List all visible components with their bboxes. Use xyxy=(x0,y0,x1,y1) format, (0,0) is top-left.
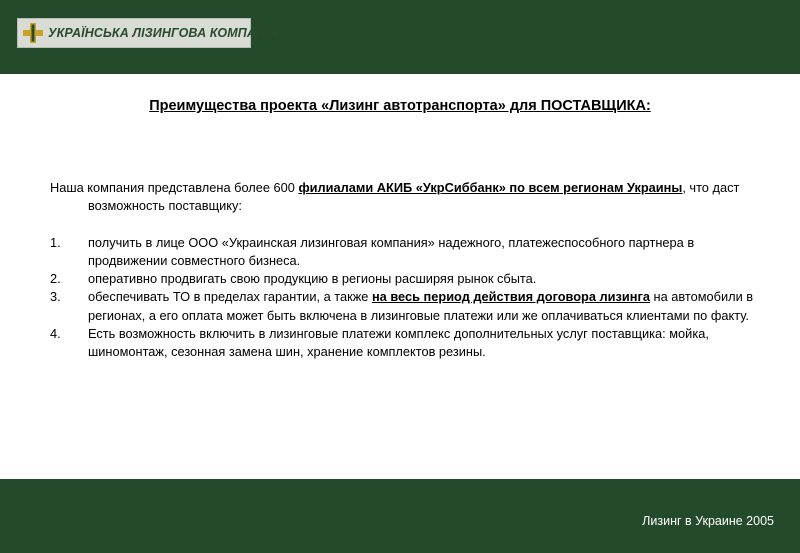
list-item xyxy=(50,270,760,288)
list-item xyxy=(50,234,760,271)
list-item-number: 2. xyxy=(50,271,61,287)
footer-bar xyxy=(0,479,800,553)
intro-paragraph xyxy=(50,179,760,216)
company-logo xyxy=(17,18,278,48)
list-item-text-before: обеспечивать ТО в пределах гарантии, а также xyxy=(88,289,372,305)
list-item-text: получить в лице ООО «Украинская лизинговая компания» надежного, платежеспособного партнера в продвижении совместного бизнеса. xyxy=(88,234,695,268)
list-item-number: 4. xyxy=(50,326,61,342)
cross-logo-icon xyxy=(22,22,44,44)
list-item xyxy=(50,288,760,325)
list-item-number: 1. xyxy=(50,234,61,250)
advantages-list xyxy=(50,234,760,362)
list-item xyxy=(50,325,760,362)
list-item-number: 3. xyxy=(50,289,61,305)
logo-text: УКРАЇНСЬКА ЛІЗИНГОВА КОМПАНІЯ xyxy=(48,26,278,40)
list-item-text: оперативно продвигать свою продукцию в регионы расширяя рынок сбыта. xyxy=(88,271,537,287)
footer-text: Лизинг в Украине 2005 xyxy=(642,514,774,528)
content-body xyxy=(50,179,760,362)
list-item-text: Есть возможность включить в лизинговые платежи комплекс дополнительных услуг поставщика: мойка, шиномонтаж, сезонная замена шин, хранение комплектов резины. xyxy=(88,326,709,360)
list-item-text-after: на автомобили в регионах, а его оплата может быть включена в лизинговые платежи или же оплачиваться клиентами по факту. xyxy=(88,289,754,323)
page-title: Преимущества проекта «Лизинг автотранспорта» для ПОСТАВЩИКА: xyxy=(149,98,651,114)
intro-text-after: , что даст возможность поставщику: xyxy=(88,180,740,214)
list-item-highlight: на весь период действия договора лизинга xyxy=(371,289,650,305)
header-bar xyxy=(0,0,800,74)
intro-highlight: филиалами АКИБ «УкрСиббанк» по всем регионам Украины xyxy=(298,180,683,195)
intro-text-before: Наша компания представлена более 600 xyxy=(50,180,299,195)
